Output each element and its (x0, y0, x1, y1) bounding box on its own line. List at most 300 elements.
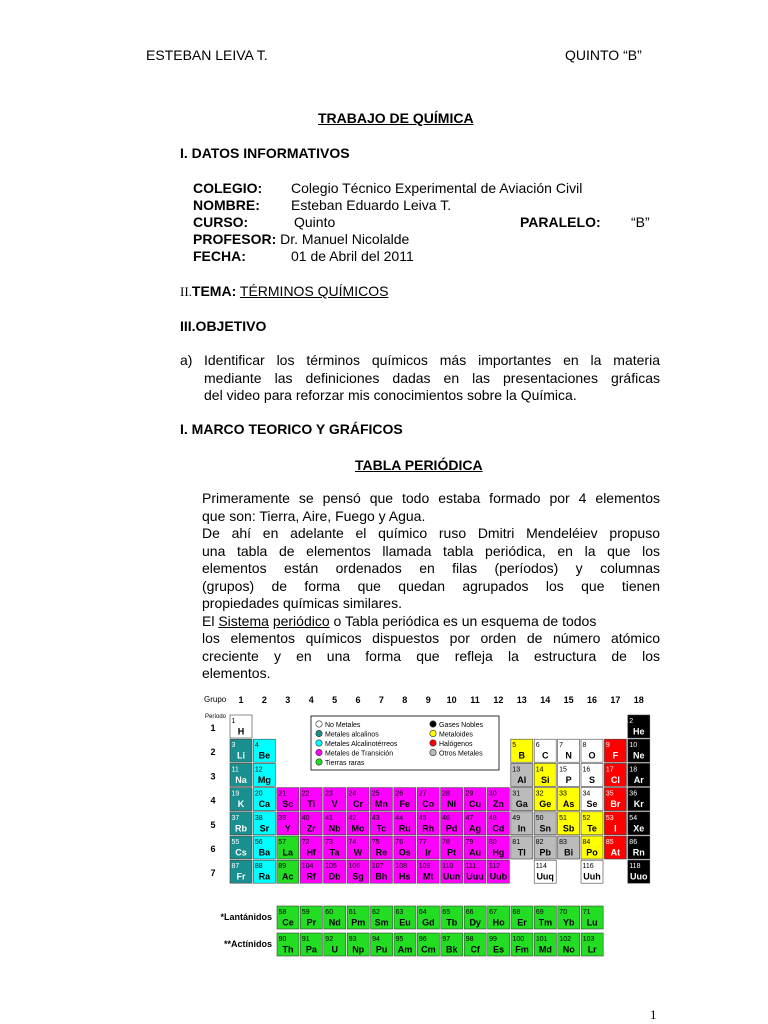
element-number: 44 (395, 814, 404, 822)
group-number: 5 (332, 695, 338, 705)
section-datos-heading: I. DATOS INFORMATIVOS (180, 145, 350, 161)
element-number: 5 (512, 742, 517, 750)
element-number: 26 (395, 790, 404, 798)
element-number: 65 (442, 909, 451, 916)
element-symbol: Eu (399, 917, 411, 928)
element-symbol: Os (398, 847, 411, 858)
element-number: 93 (348, 936, 357, 943)
element-number: 34 (582, 790, 591, 798)
element-symbol: In (517, 823, 526, 834)
legend-label: Metales alcalinos (325, 731, 379, 739)
legend-label: Gases Nobles (439, 722, 483, 729)
element-number: 42 (348, 814, 357, 822)
group-number: 13 (516, 695, 527, 705)
fecha-value: 01 de Abril del 2011 (291, 248, 414, 264)
element-symbol: O (588, 750, 596, 761)
element-number: 107 (371, 863, 384, 871)
element-symbol: P (565, 774, 572, 785)
element-symbol: Al (517, 774, 527, 785)
element-number: 54 (629, 814, 638, 822)
paragraph-line: De ahí en adelante el químico ruso Dmitri Mendeléiev propuso (202, 525, 660, 541)
element-symbol: Np (352, 944, 365, 955)
legend-swatch (430, 721, 436, 727)
element-symbol: Cl (610, 774, 620, 785)
element-number: 21 (278, 790, 287, 798)
element-number: 60 (325, 909, 334, 916)
legend-swatch (316, 730, 322, 736)
period-number: 3 (210, 771, 216, 782)
element-symbol: H (237, 726, 245, 737)
element-symbol: Cf (470, 944, 480, 955)
element-symbol: Ne (633, 750, 645, 761)
element-symbol: Es (493, 944, 505, 955)
element-symbol: No (562, 944, 575, 955)
element-number: 80 (488, 839, 497, 846)
element-symbol: Ho (492, 917, 505, 928)
element-number: 27 (418, 790, 427, 798)
element-symbol: Cm (421, 944, 436, 955)
element-symbol: Ga (515, 799, 528, 810)
element-symbol: Lr (587, 944, 597, 955)
element-symbol: Te (587, 823, 597, 834)
element-symbol: Pb (539, 847, 551, 858)
element-symbol: Ba (258, 847, 271, 858)
element-number: 30 (488, 790, 497, 798)
element-number: 100 (512, 936, 525, 943)
paralelo-label: PARALELO: (520, 214, 601, 230)
element-number: 110 (442, 863, 454, 871)
element-symbol: Tb (446, 917, 458, 928)
element-symbol: Pa (305, 944, 317, 955)
element-symbol: Tc (376, 823, 387, 834)
element-symbol: Pt (447, 847, 457, 858)
element-number: 101 (535, 936, 548, 943)
element-symbol: Zn (492, 799, 504, 810)
element-symbol: Au (469, 847, 481, 858)
element-number: 32 (535, 790, 544, 798)
element-number: 70 (559, 909, 568, 916)
element-symbol: Si (540, 774, 550, 785)
legend-label: Metaloides (439, 731, 473, 739)
period-number: 7 (210, 868, 216, 879)
element-symbol: Ar (633, 774, 644, 785)
element-symbol: Lu (586, 917, 598, 928)
element-number: 3 (231, 742, 236, 750)
period-number: 5 (210, 819, 216, 830)
element-symbol: C (541, 750, 549, 761)
element-number: 2 (629, 718, 634, 725)
element-number: 90 (278, 936, 287, 943)
element-symbol: F (612, 750, 619, 761)
element-number: 103 (582, 936, 595, 943)
header-course: QUINTO “B” (565, 47, 642, 63)
colegio-label: COLEGIO: (193, 180, 263, 196)
periodo-label: Período (205, 714, 227, 720)
element-symbol: Uuo (630, 871, 648, 882)
element-number: 41 (325, 814, 333, 822)
element-number: 40 (301, 814, 310, 822)
legend-swatch (430, 730, 436, 736)
fecha-label: FECHA: (193, 248, 246, 264)
element-symbol: Ag (469, 823, 481, 834)
group-number: 15 (563, 695, 574, 705)
element-symbol: Ce (282, 917, 294, 928)
element-symbol: Ac (282, 871, 294, 882)
element-symbol: Th (282, 944, 294, 955)
element-number: 59 (301, 909, 310, 916)
element-symbol: Pd (445, 823, 458, 834)
element-number: 48 (488, 814, 497, 822)
tema-value: TÉRMINOS QUÍMICOS (239, 283, 389, 299)
paragraph-line: (grupos) de forma que quedan agrupados los que tienen (202, 577, 660, 594)
element-number: 78 (442, 839, 450, 846)
element-number: 29 (465, 790, 474, 798)
element-symbol: Pu (375, 944, 388, 955)
element-number: 72 (301, 839, 310, 846)
element-symbol: Sn (539, 823, 551, 834)
element-symbol: I (614, 823, 617, 834)
element-number: 14 (535, 766, 544, 774)
p2-rest: o Tabla periódica es un esquema de todos (329, 612, 597, 629)
element-symbol: Ca (258, 799, 271, 810)
lanthanides-label: *Lantánidos (220, 912, 272, 922)
group-number: 12 (493, 695, 504, 705)
legend-swatch (316, 721, 322, 727)
element-number: 108 (395, 863, 407, 871)
element-number: 57 (278, 839, 287, 846)
objetivo-line: mediante las definiciones dadas en las presentaciones gráficas (204, 369, 660, 386)
element-symbol: Xe (633, 823, 645, 834)
element-symbol: Mn (374, 799, 388, 810)
element-symbol: Ni (447, 799, 457, 810)
element-symbol: V (331, 799, 338, 810)
element-symbol: Fr (236, 871, 246, 882)
period-number: 2 (210, 747, 216, 758)
element-number: 105 (325, 863, 337, 871)
element-number: 31 (512, 790, 521, 798)
p2-prefix: El (202, 612, 219, 629)
period-number: 1 (210, 723, 216, 733)
legend-label: Metales de Transición (325, 750, 394, 758)
element-number: 10 (629, 742, 638, 750)
element-number: 61 (348, 909, 357, 916)
element-number: 19 (231, 790, 240, 798)
actinides-label: **Actínidos (223, 939, 272, 949)
element-number: 62 (372, 909, 380, 916)
element-number: 111 (465, 863, 477, 871)
profesor-value: Dr. Manuel Nicolalde (280, 231, 410, 247)
element-symbol: B (518, 750, 526, 761)
element-symbol: N (565, 750, 572, 761)
element-number: 1 (231, 718, 236, 725)
element-number: 25 (371, 790, 380, 798)
legend-swatch (316, 740, 322, 746)
group-number: 2 (261, 695, 267, 705)
element-symbol: Nd (328, 917, 341, 928)
element-number: 85 (605, 839, 614, 846)
element-symbol: Hg (492, 847, 505, 858)
element-number: 92 (325, 936, 334, 943)
element-number: 104 (301, 863, 314, 871)
group-number: 16 (586, 695, 598, 705)
legend-swatch (316, 759, 322, 765)
element-symbol: Zr (306, 823, 316, 834)
section-marco-heading: I. MARCO TEORICO Y GRÁFICOS (180, 421, 403, 437)
element-number: 86 (629, 839, 638, 846)
element-number: 35 (605, 790, 614, 798)
group-number: 17 (610, 695, 621, 705)
link-sistema[interactable]: Sistema (218, 612, 269, 629)
element-number: 75 (371, 839, 380, 846)
element-number: 20 (254, 790, 263, 798)
element-symbol: Uuu (466, 871, 484, 882)
element-symbol: Rb (235, 823, 247, 834)
element-number: 99 (489, 936, 497, 943)
element-number: 98 (465, 936, 474, 943)
element-number: 91 (301, 936, 310, 943)
element-symbol: W (353, 847, 363, 858)
element-symbol: Nb (328, 823, 341, 834)
element-symbol: Hf (306, 847, 316, 858)
element-number: 89 (278, 863, 287, 871)
paragraph-line: que son: Tierra, Aire, Fuego y Agua. (202, 507, 426, 524)
element-number: 45 (418, 814, 427, 822)
section-objetivo-heading: III.OBJETIVO (180, 318, 267, 334)
element-number: 71 (582, 909, 591, 916)
objetivo-marker: a) (180, 352, 193, 368)
element-number: 74 (348, 839, 357, 846)
paragraph-line: elementos. (202, 665, 271, 681)
group-number: 11 (470, 695, 480, 705)
element-number: 58 (278, 909, 287, 916)
element-number: 36 (629, 790, 638, 798)
element-symbol: Fm (515, 944, 529, 955)
group-number: 6 (355, 695, 361, 705)
group-number: 18 (633, 695, 644, 705)
element-number: 97 (442, 936, 451, 943)
element-number: 118 (629, 863, 641, 871)
element-symbol: Mt (422, 871, 434, 882)
element-symbol: Ti (307, 799, 316, 810)
element-symbol: Bk (446, 944, 458, 955)
element-number: 116 (582, 863, 594, 871)
paragraph-line: elementos están ordenados en filas (períodos) y columnas (202, 560, 660, 576)
element-number: 68 (512, 909, 521, 916)
element-number: 64 (418, 909, 427, 916)
element-symbol: Tm (538, 917, 553, 928)
document-title: TRABAJO DE QUÍMICA (318, 110, 474, 126)
legend-swatch (316, 749, 322, 755)
element-number: 50 (535, 814, 544, 822)
element-number: 96 (418, 936, 427, 943)
grupo-label: Grupo (204, 695, 227, 704)
element-symbol: Cu (469, 799, 481, 810)
paragraph-line: los elementos químicos dispuestos por orden de número atómico (202, 630, 660, 646)
element-symbol: Uub (489, 871, 508, 882)
element-number: 6 (535, 742, 540, 750)
element-symbol: La (282, 847, 294, 858)
element-symbol: Tl (517, 847, 526, 858)
element-number: 7 (559, 742, 564, 750)
legend-label: Otros Metales (439, 750, 483, 758)
objetivo-line: Identificar los términos químicos más importantes en la materia (204, 352, 660, 368)
element-number: 67 (489, 909, 497, 916)
nombre-value: Esteban Eduardo Leiva T. (291, 197, 452, 213)
element-symbol: U (331, 944, 339, 955)
element-symbol: Po (586, 847, 598, 858)
period-number: 6 (210, 844, 216, 854)
element-number: 69 (535, 909, 544, 916)
element-number: 38 (254, 814, 263, 822)
element-number: 13 (512, 766, 521, 774)
element-symbol: Ru (398, 823, 411, 834)
element-number: 11 (231, 766, 239, 774)
element-symbol: Ra (258, 871, 271, 882)
element-symbol: Sc (282, 799, 294, 810)
element-number: 87 (231, 863, 240, 871)
paragraph-line: una tabla de elementos llamada tabla periódica, en la que los (202, 542, 660, 559)
element-symbol: Md (538, 944, 552, 955)
element-symbol: Bi (564, 847, 574, 858)
link-periodico[interactable]: periódico (272, 612, 330, 629)
element-number: 53 (605, 814, 614, 822)
element-number: 79 (465, 839, 474, 846)
element-symbol: Sr (259, 823, 270, 834)
element-symbol: Am (397, 944, 413, 955)
element-symbol: Bh (375, 871, 388, 882)
element-symbol: Ta (329, 847, 340, 858)
element-symbol: Pr (306, 917, 317, 928)
element-symbol: He (633, 726, 645, 737)
element-symbol: Rh (422, 823, 435, 834)
group-number: 1 (238, 695, 244, 705)
tema-label: TEMA: (191, 283, 237, 299)
element-symbol: Uun (442, 871, 461, 882)
nombre-label: NOMBRE: (193, 197, 260, 213)
element-number: 56 (254, 839, 263, 846)
element-symbol: Mg (257, 774, 271, 785)
legend-swatch (430, 749, 436, 755)
element-symbol: Yb (563, 917, 575, 928)
element-number: 18 (629, 766, 638, 774)
element-number: 39 (278, 814, 287, 822)
header-author: ESTEBAN LEIVA T. (146, 47, 268, 63)
element-number: 102 (559, 936, 571, 943)
element-number: 55 (231, 839, 240, 846)
element-number: 37 (231, 814, 240, 822)
element-number: 47 (465, 814, 474, 822)
legend-label: Halógenos (439, 741, 473, 748)
page-number: 1 (650, 1007, 657, 1022)
element-number: 66 (465, 909, 474, 916)
element-number: 15 (559, 766, 567, 774)
element-symbol: Se (586, 799, 598, 810)
legend-label: No Metales (325, 722, 361, 729)
element-number: 73 (325, 839, 333, 846)
element-symbol: Sm (374, 917, 389, 928)
tabla-subtitle: TABLA PERIÓDICA (355, 457, 483, 473)
group-number: 4 (308, 695, 314, 705)
paralelo-value: “B” (631, 214, 650, 230)
group-number: 14 (540, 695, 551, 705)
element-number: 43 (371, 814, 380, 822)
element-symbol: Dy (469, 917, 481, 928)
element-number: 4 (254, 742, 259, 750)
element-symbol: Y (284, 823, 291, 834)
element-symbol: S (588, 774, 596, 785)
group-number: 9 (425, 695, 431, 705)
element-number: 49 (512, 814, 521, 822)
element-symbol: K (237, 799, 245, 810)
element-symbol: Cd (492, 823, 505, 834)
element-symbol: Pm (351, 917, 366, 928)
element-symbol: Uuh (583, 871, 601, 882)
colegio-value: Colegio Técnico Experimental de Aviación Civil (291, 180, 583, 196)
element-symbol: Na (235, 774, 247, 785)
element-number: 28 (442, 790, 450, 798)
element-number: 88 (254, 863, 263, 871)
element-number: 52 (582, 814, 591, 822)
profesor-label: PROFESOR: (193, 231, 277, 247)
element-symbol: Mo (351, 823, 365, 834)
element-symbol: Kr (633, 799, 644, 810)
element-symbol: As (562, 799, 575, 810)
legend-label: Metales Alcalinotérreos (325, 741, 398, 748)
period-number: 4 (210, 795, 216, 806)
group-number: 7 (378, 695, 384, 705)
paragraph-line: creciente y en una forma que refleja la estructura de los (202, 647, 660, 664)
element-symbol: Sg (352, 871, 364, 882)
element-number: 8 (582, 742, 587, 750)
element-number: 51 (559, 814, 567, 822)
element-number: 12 (254, 766, 263, 774)
element-symbol: Rf (306, 871, 316, 882)
element-number: 83 (559, 839, 567, 846)
element-number: 109 (418, 863, 431, 871)
legend-swatch (430, 740, 436, 746)
element-number: 84 (582, 839, 591, 846)
paragraph-line: Primeramente se pensó que todo estaba formado por 4 elementos (202, 490, 660, 506)
element-symbol: At (610, 847, 621, 858)
objetivo-line: del video para reforzar mis conocimientos sobre la Química. (204, 387, 577, 403)
element-number: 16 (582, 766, 591, 774)
element-symbol: Co (422, 799, 435, 810)
element-number: 46 (442, 814, 450, 822)
group-number: 10 (446, 695, 457, 705)
element-number: 95 (395, 936, 404, 943)
element-symbol: Db (328, 871, 341, 882)
element-number: 94 (372, 936, 380, 943)
curso-value: Quinto (294, 214, 336, 230)
element-symbol: Cr (352, 799, 364, 810)
element-symbol: Uuq (536, 871, 554, 882)
element-symbol: Ge (539, 799, 552, 810)
element-number: 9 (605, 742, 610, 750)
element-symbol: Be (258, 750, 271, 761)
element-symbol: Cs (235, 847, 247, 858)
element-symbol: Hs (399, 871, 411, 882)
element-number: 114 (535, 863, 547, 871)
element-number: 106 (348, 863, 361, 871)
paragraph-line: propiedades químicas similares. (202, 595, 402, 611)
element-symbol: Er (517, 917, 527, 928)
element-number: 76 (395, 839, 404, 846)
legend-label: Tierras raras (325, 760, 365, 767)
element-symbol: Li (237, 750, 245, 761)
element-symbol: Ir (425, 847, 432, 858)
element-number: 112 (488, 863, 501, 871)
curso-label: CURSO: (193, 214, 249, 230)
